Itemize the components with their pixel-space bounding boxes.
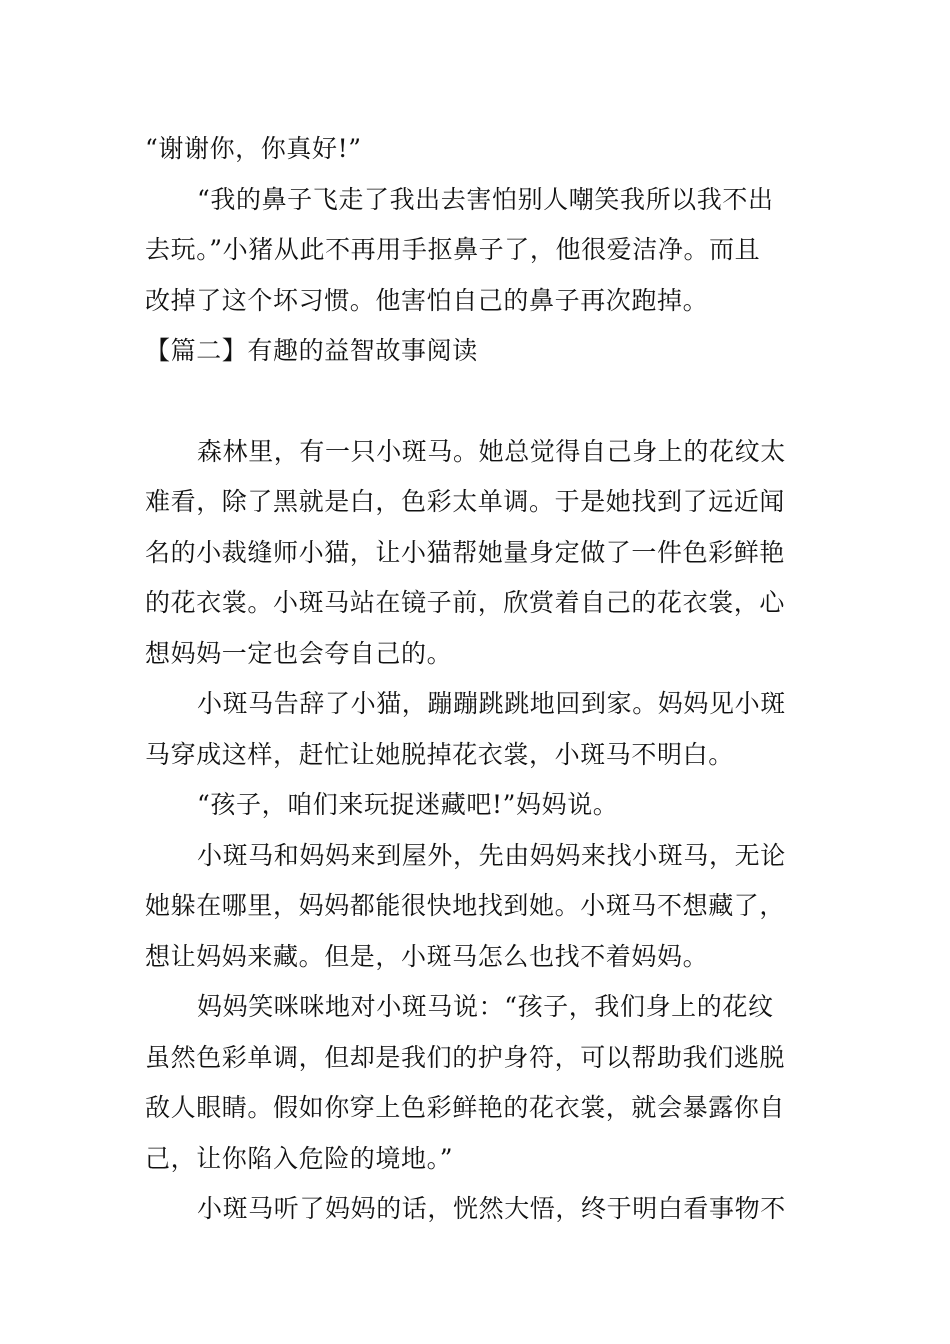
text-line: 森林里，有一只小斑马。她总觉得自己身上的花纹太 [197,436,786,466]
text-line: 马穿成这样，赶忙让她脱掉花衣裳，小斑马不明白。 [145,739,734,769]
text-line: 名的小裁缝师小猫，让小猫帮她量身定做了一件色彩鲜艳 [145,537,786,567]
text-line: 想妈妈一定也会夸自己的。 [145,638,453,668]
text-line: 难看，除了黑就是白，色彩太单调。于是她找到了远近闻 [145,487,786,516]
text-line: 小斑马告辞了小猫，蹦蹦跳跳地回到家。妈妈见小斑 [197,689,786,718]
text-line: 去玩。”小猪从此不再用手抠鼻子了，他很爱洁净。而且 [145,235,761,264]
text-line: 的花衣裳。小斑马站在镜子前，欣赏着自己的花衣裳，心 [145,588,786,617]
text-line: “孩子，咱们来玩捉迷藏吧!”妈妈说。 [197,790,619,819]
text-line: “谢谢你，你真好!” [145,134,362,163]
text-line: 改掉了这个坏习惯。他害怕自己的鼻子再次跑掉。 [145,285,709,315]
text-line: 小斑马听了妈妈的话，恍然大悟，终于明白看事物不 [197,1194,786,1223]
text-line: 敌人眼睛。假如你穿上色彩鲜艳的花衣裳，就会暴露你自 [145,1093,786,1122]
text-line: 想让妈妈来藏。但是，小斑马怎么也找不着妈妈。 [145,941,709,971]
text-line: 小斑马和妈妈来到屋外，先由妈妈来找小斑马，无论 [197,840,786,870]
text-line: “我的鼻子飞走了我出去害怕别人嘲笑我所以我不出 [197,184,774,214]
text-line: 己，让你陷入危险的境地。” [145,1143,454,1173]
text-line: 妈妈笑咪咪地对小斑马说：“孩子，我们身上的花纹 [197,992,774,1021]
section-heading: 【篇二】有趣的益智故事阅读 [145,336,478,365]
text-line: 她躲在哪里，妈妈都能很快地找到她。小斑马不想藏了， [145,891,786,920]
text-line: 虽然色彩单调，但却是我们的护身符，可以帮助我们逃脱 [145,1042,786,1072]
blank-line [145,377,805,427]
document-body [145,124,805,1235]
